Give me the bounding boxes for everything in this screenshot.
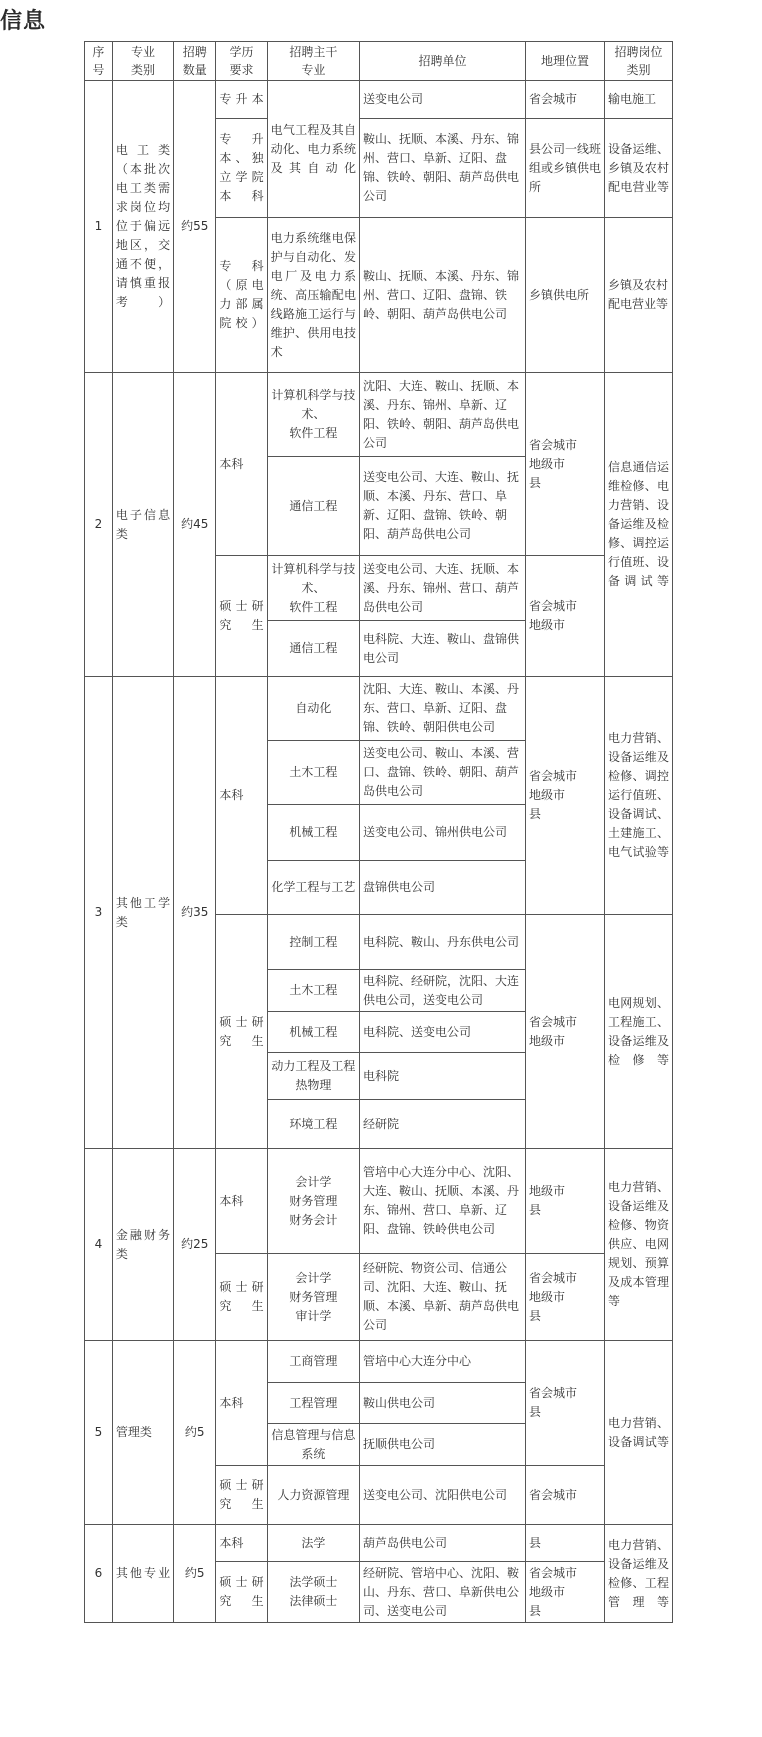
unit-cell: 电科院、经研院，沈阳、大连供电公司，送变电公司 <box>360 970 526 1012</box>
location-cell: 县 <box>525 1525 604 1562</box>
location-cell: 省会城市 地级市 <box>525 915 604 1149</box>
major-cell: 法学 <box>267 1525 359 1562</box>
unit-cell: 管培中心大连分中心、沈阳、大连、鞍山、抚顺、本溪、丹东、锦州、营口、阜新、辽阳、盘锦、铁岭供电公司 <box>360 1149 526 1254</box>
major-cell: 法学硕士 法律硕士 <box>267 1562 359 1623</box>
edu-cell: 专升本、独立学院本科 <box>216 119 267 218</box>
table-row <box>85 373 673 457</box>
seq-cell: 3 <box>85 677 113 1149</box>
location-cell: 地级市 县 <box>525 1149 604 1254</box>
location-cell: 省会城市 地级市 县 <box>525 677 604 915</box>
location-cell: 省会城市 <box>525 81 604 119</box>
seq-cell: 6 <box>85 1525 113 1623</box>
post-cell: 输电施工 <box>605 81 673 119</box>
seq-cell: 5 <box>85 1341 113 1525</box>
unit-cell: 送变电公司、鞍山、本溪、营口、盘锦、铁岭、朝阳、葫芦岛供电公司 <box>360 741 526 805</box>
post-cell: 电网规划、工程施工、设备运维及检修等 <box>605 915 673 1149</box>
edu-cell: 硕士研究生 <box>216 1254 267 1341</box>
location-cell: 省会城市 地级市 县 <box>525 373 604 556</box>
edu-cell: 本科 <box>216 1525 267 1562</box>
category-cell: 金融财务类 <box>112 1149 173 1341</box>
table-row <box>85 1149 673 1254</box>
seq-cell: 4 <box>85 1149 113 1341</box>
major-cell: 人力资源管理 <box>267 1466 359 1525</box>
header-major-category: 专业 类别 <box>112 42 173 81</box>
edu-cell: 专科（原电力部属院校） <box>216 218 267 373</box>
edu-cell: 本科 <box>216 373 267 556</box>
unit-cell: 经研院 <box>360 1100 526 1149</box>
table-row <box>85 677 673 741</box>
major-cell: 会计学 财务管理 财务会计 <box>267 1149 359 1254</box>
quota-cell: 约45 <box>174 373 216 677</box>
category-cell: 管理类 <box>112 1341 173 1525</box>
location-cell: 省会城市 地级市 县 <box>525 1254 604 1341</box>
unit-cell: 管培中心大连分中心 <box>360 1341 526 1383</box>
major-cell: 工商管理 <box>267 1341 359 1383</box>
quota-cell: 约25 <box>174 1149 216 1341</box>
major-cell: 计算机科学与技术、 软件工程 <box>267 373 359 457</box>
unit-cell: 送变电公司、大连、抚顺、本溪、丹东、锦州、营口、葫芦岛供电公司 <box>360 556 526 621</box>
unit-cell: 鞍山供电公司 <box>360 1383 526 1424</box>
unit-cell: 抚顺供电公司 <box>360 1424 526 1466</box>
unit-cell: 盘锦供电公司 <box>360 861 526 915</box>
post-cell: 电力营销、设备运维及检修、物资供应、电网规划、预算及成本管理等 <box>605 1149 673 1341</box>
unit-cell: 鞍山、抚顺、本溪、丹东、锦州、营口、阜新、辽阳、盘锦、铁岭、朝阳、葫芦岛供电公司 <box>360 119 526 218</box>
major-cell: 控制工程 <box>267 915 359 970</box>
unit-cell: 经研院、管培中心、沈阳、鞍山、丹东、营口、阜新供电公司、送变电公司 <box>360 1562 526 1623</box>
category-cell: 电子信息类 <box>112 373 173 677</box>
location-cell: 省会城市 地级市 县 <box>525 1562 604 1623</box>
post-cell: 电力营销、设备运维及检修、工程管理等 <box>605 1525 673 1623</box>
table-row <box>85 81 673 119</box>
edu-cell: 硕士研究生 <box>216 1562 267 1623</box>
header-row <box>85 42 673 81</box>
unit-cell: 葫芦岛供电公司 <box>360 1525 526 1562</box>
major-cell: 动力工程及工程热物理 <box>267 1053 359 1100</box>
edu-cell: 本科 <box>216 677 267 915</box>
seq-cell: 2 <box>85 373 113 677</box>
post-cell: 乡镇及农村配电营业等 <box>605 218 673 373</box>
quota-cell: 约35 <box>174 677 216 1149</box>
location-cell: 省会城市 县 <box>525 1341 604 1466</box>
major-cell: 通信工程 <box>267 457 359 556</box>
unit-cell: 电科院 <box>360 1053 526 1100</box>
edu-cell: 硕士研究生 <box>216 915 267 1149</box>
unit-cell: 送变电公司、大连、鞍山、抚顺、本溪、丹东、营口、阜新、辽阳、盘锦、铁岭、朝阳、葫芦岛供电公司 <box>360 457 526 556</box>
header-main-major: 招聘主干 专业 <box>267 42 359 81</box>
edu-cell: 硕士研究生 <box>216 556 267 677</box>
header-seq: 序 号 <box>85 42 113 81</box>
header-education: 学历 要求 <box>216 42 267 81</box>
page-title: 信息 <box>0 9 47 34</box>
post-cell: 电力营销、设备调试等 <box>605 1341 673 1525</box>
major-cell: 电气工程及其自动化、电力系统及其自动化 <box>267 81 359 218</box>
unit-cell: 经研院、物资公司、信通公司、沈阳、大连、鞍山、抚顺、本溪、阜新、葫芦岛供电公司 <box>360 1254 526 1341</box>
recruitment-table <box>84 41 673 1623</box>
post-cell: 设备运维、乡镇及农村配电营业等 <box>605 119 673 218</box>
category-cell: 其他工学类 <box>112 677 173 1149</box>
unit-cell: 送变电公司 <box>360 81 526 119</box>
quota-cell: 约5 <box>174 1341 216 1525</box>
location-cell: 省会城市 <box>525 1466 604 1525</box>
major-cell: 自动化 <box>267 677 359 741</box>
quota-cell: 约5 <box>174 1525 216 1623</box>
seq-cell: 1 <box>85 81 113 373</box>
unit-cell: 送变电公司、锦州供电公司 <box>360 805 526 861</box>
unit-cell: 送变电公司、沈阳供电公司 <box>360 1466 526 1525</box>
quota-cell: 约55 <box>174 81 216 373</box>
major-cell: 会计学 财务管理 审计学 <box>267 1254 359 1341</box>
unit-cell: 电科院、大连、鞍山、盘锦供电公司 <box>360 621 526 677</box>
post-cell: 信息通信运维检修、电力营销、设备运维及检修、调控运行值班、设备调试等 <box>605 373 673 677</box>
header-location: 地理位置 <box>525 42 604 81</box>
major-cell: 工程管理 <box>267 1383 359 1424</box>
major-cell: 土木工程 <box>267 970 359 1012</box>
table-row <box>85 1341 673 1383</box>
edu-cell: 专升本 <box>216 81 267 119</box>
category-cell: 电工类（本批次电工类需求岗位均位于偏远地区，交通不便，请慎重报考） <box>112 81 173 373</box>
unit-cell: 沈阳、大连、鞍山、本溪、丹东、营口、阜新、辽阳、盘锦、铁岭、朝阳供电公司 <box>360 677 526 741</box>
edu-cell: 硕士研究生 <box>216 1466 267 1525</box>
unit-cell: 电科院、送变电公司 <box>360 1012 526 1053</box>
major-cell: 机械工程 <box>267 805 359 861</box>
unit-cell: 鞍山、抚顺、本溪、丹东、锦州、营口、辽阳、盘锦、铁岭、朝阳、葫芦岛供电公司 <box>360 218 526 373</box>
major-cell: 土木工程 <box>267 741 359 805</box>
location-cell: 省会城市 地级市 <box>525 556 604 677</box>
header-quota: 招聘 数量 <box>174 42 216 81</box>
major-cell: 机械工程 <box>267 1012 359 1053</box>
unit-cell: 电科院、鞍山、丹东供电公司 <box>360 915 526 970</box>
major-cell: 通信工程 <box>267 621 359 677</box>
header-unit: 招聘单位 <box>360 42 526 81</box>
edu-cell: 本科 <box>216 1149 267 1254</box>
major-cell: 化学工程与工艺 <box>267 861 359 915</box>
header-post: 招聘岗位 类别 <box>605 42 673 81</box>
major-cell: 电力系统继电保护与自动化、发电厂及电力系统、高压输配电线路施工运行与维护、供用电技术 <box>267 218 359 373</box>
major-cell: 信息管理与信息系统 <box>267 1424 359 1466</box>
table-row <box>85 1525 673 1562</box>
location-cell: 乡镇供电所 <box>525 218 604 373</box>
major-cell: 环境工程 <box>267 1100 359 1149</box>
post-cell: 电力营销、设备运维及检修、调控运行值班、设备调试、土建施工、电气试验等 <box>605 677 673 915</box>
major-cell: 计算机科学与技术、 软件工程 <box>267 556 359 621</box>
location-cell: 县公司一线班组或乡镇供电所 <box>525 119 604 218</box>
edu-cell: 本科 <box>216 1341 267 1466</box>
unit-cell: 沈阳、大连、鞍山、抚顺、本溪、丹东、锦州、阜新、辽阳、铁岭、朝阳、葫芦岛供电公司 <box>360 373 526 457</box>
category-cell: 其他专业 <box>112 1525 173 1623</box>
